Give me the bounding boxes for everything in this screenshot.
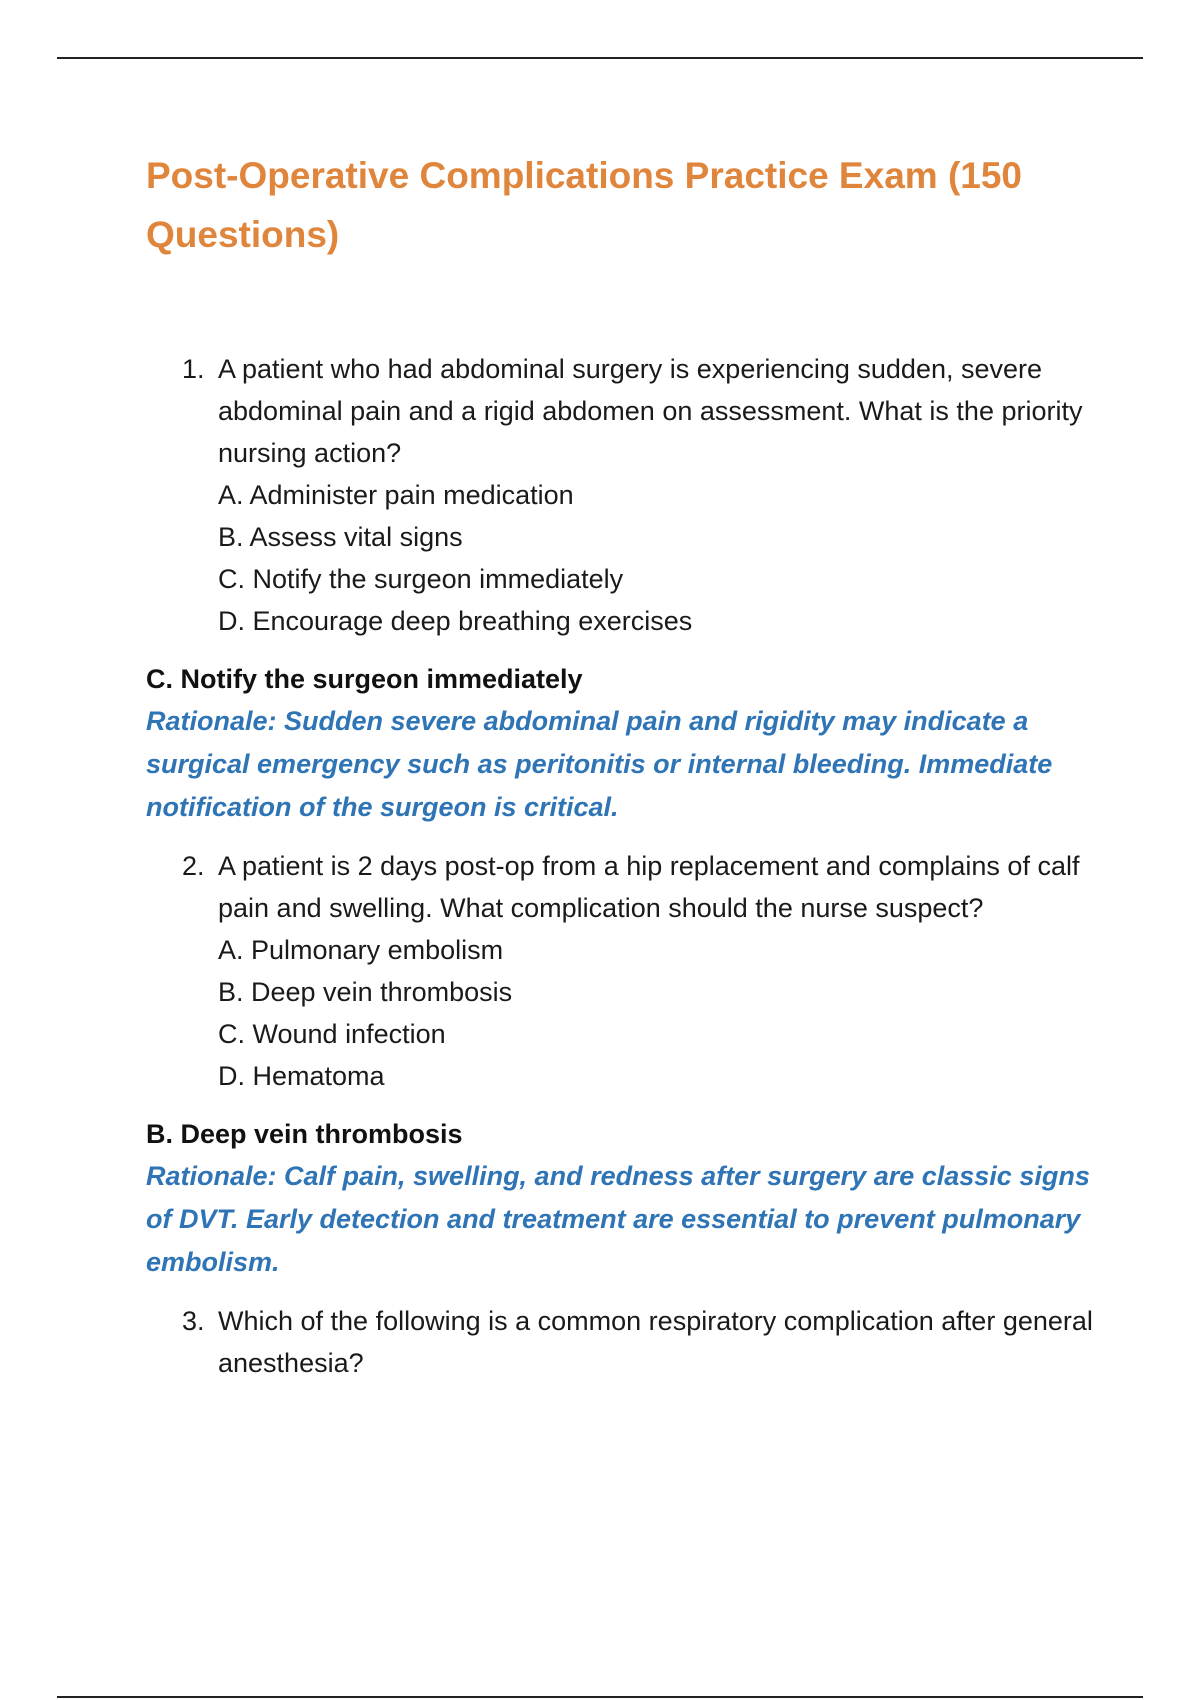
answer-rationale: Rationale: Sudden severe abdominal pain and rigidity may indicate a surgical emergency such as peritonitis or internal bleeding. Immediate notification of the surgeon is critical.: [146, 706, 1053, 822]
footer-rule: [57, 1696, 1143, 1698]
option-b: B. Assess vital signs: [218, 522, 463, 552]
option-a: A. Administer pain medication: [218, 480, 574, 510]
question-block: [146, 845, 1106, 1284]
question-item: [146, 1300, 1106, 1384]
question-item: [146, 845, 1106, 1097]
question-text: A patient is 2 days post-op from a hip replacement and complains of calf pain and swelling. What complication should the nurse suspect?: [218, 851, 1080, 923]
option-d: D. Hematoma: [218, 1061, 385, 1091]
question-number: 1.: [182, 354, 205, 384]
option-b: B. Deep vein thrombosis: [218, 977, 513, 1007]
option-d: D. Encourage deep breathing exercises: [218, 606, 693, 636]
option-c: C. Wound infection: [218, 1019, 446, 1049]
question-text: Which of the following is a common respiratory complication after general anesthesia?: [218, 1306, 1093, 1378]
question-block: [146, 1300, 1106, 1384]
answer-options: [218, 929, 1106, 1097]
question-number: 3.: [182, 1306, 205, 1336]
document-body: [146, 146, 1106, 1400]
document-title: Post-Operative Complications Practice Exam (150 Questions): [146, 155, 1023, 255]
question-list: [146, 348, 1106, 1384]
header-rule: [57, 57, 1143, 59]
question-block: [146, 348, 1106, 829]
correct-answer: C. Notify the surgeon immediately: [146, 664, 583, 694]
question-number: 2.: [182, 851, 205, 881]
question-text: A patient who had abdominal surgery is experiencing sudden, severe abdominal pain and a rigid abdomen on assessment. What is the priority nursing action?: [218, 354, 1083, 468]
correct-answer: B. Deep vein thrombosis: [146, 1119, 463, 1149]
question-item: [146, 348, 1106, 642]
option-a: A. Pulmonary embolism: [218, 935, 504, 965]
option-c: C. Notify the surgeon immediately: [218, 564, 624, 594]
answer-options: [218, 474, 1106, 642]
answer-rationale: Rationale: Calf pain, swelling, and redness after surgery are classic signs of DVT. Early detection and treatment are essential to prevent pulmonary embolism.: [146, 1161, 1090, 1277]
